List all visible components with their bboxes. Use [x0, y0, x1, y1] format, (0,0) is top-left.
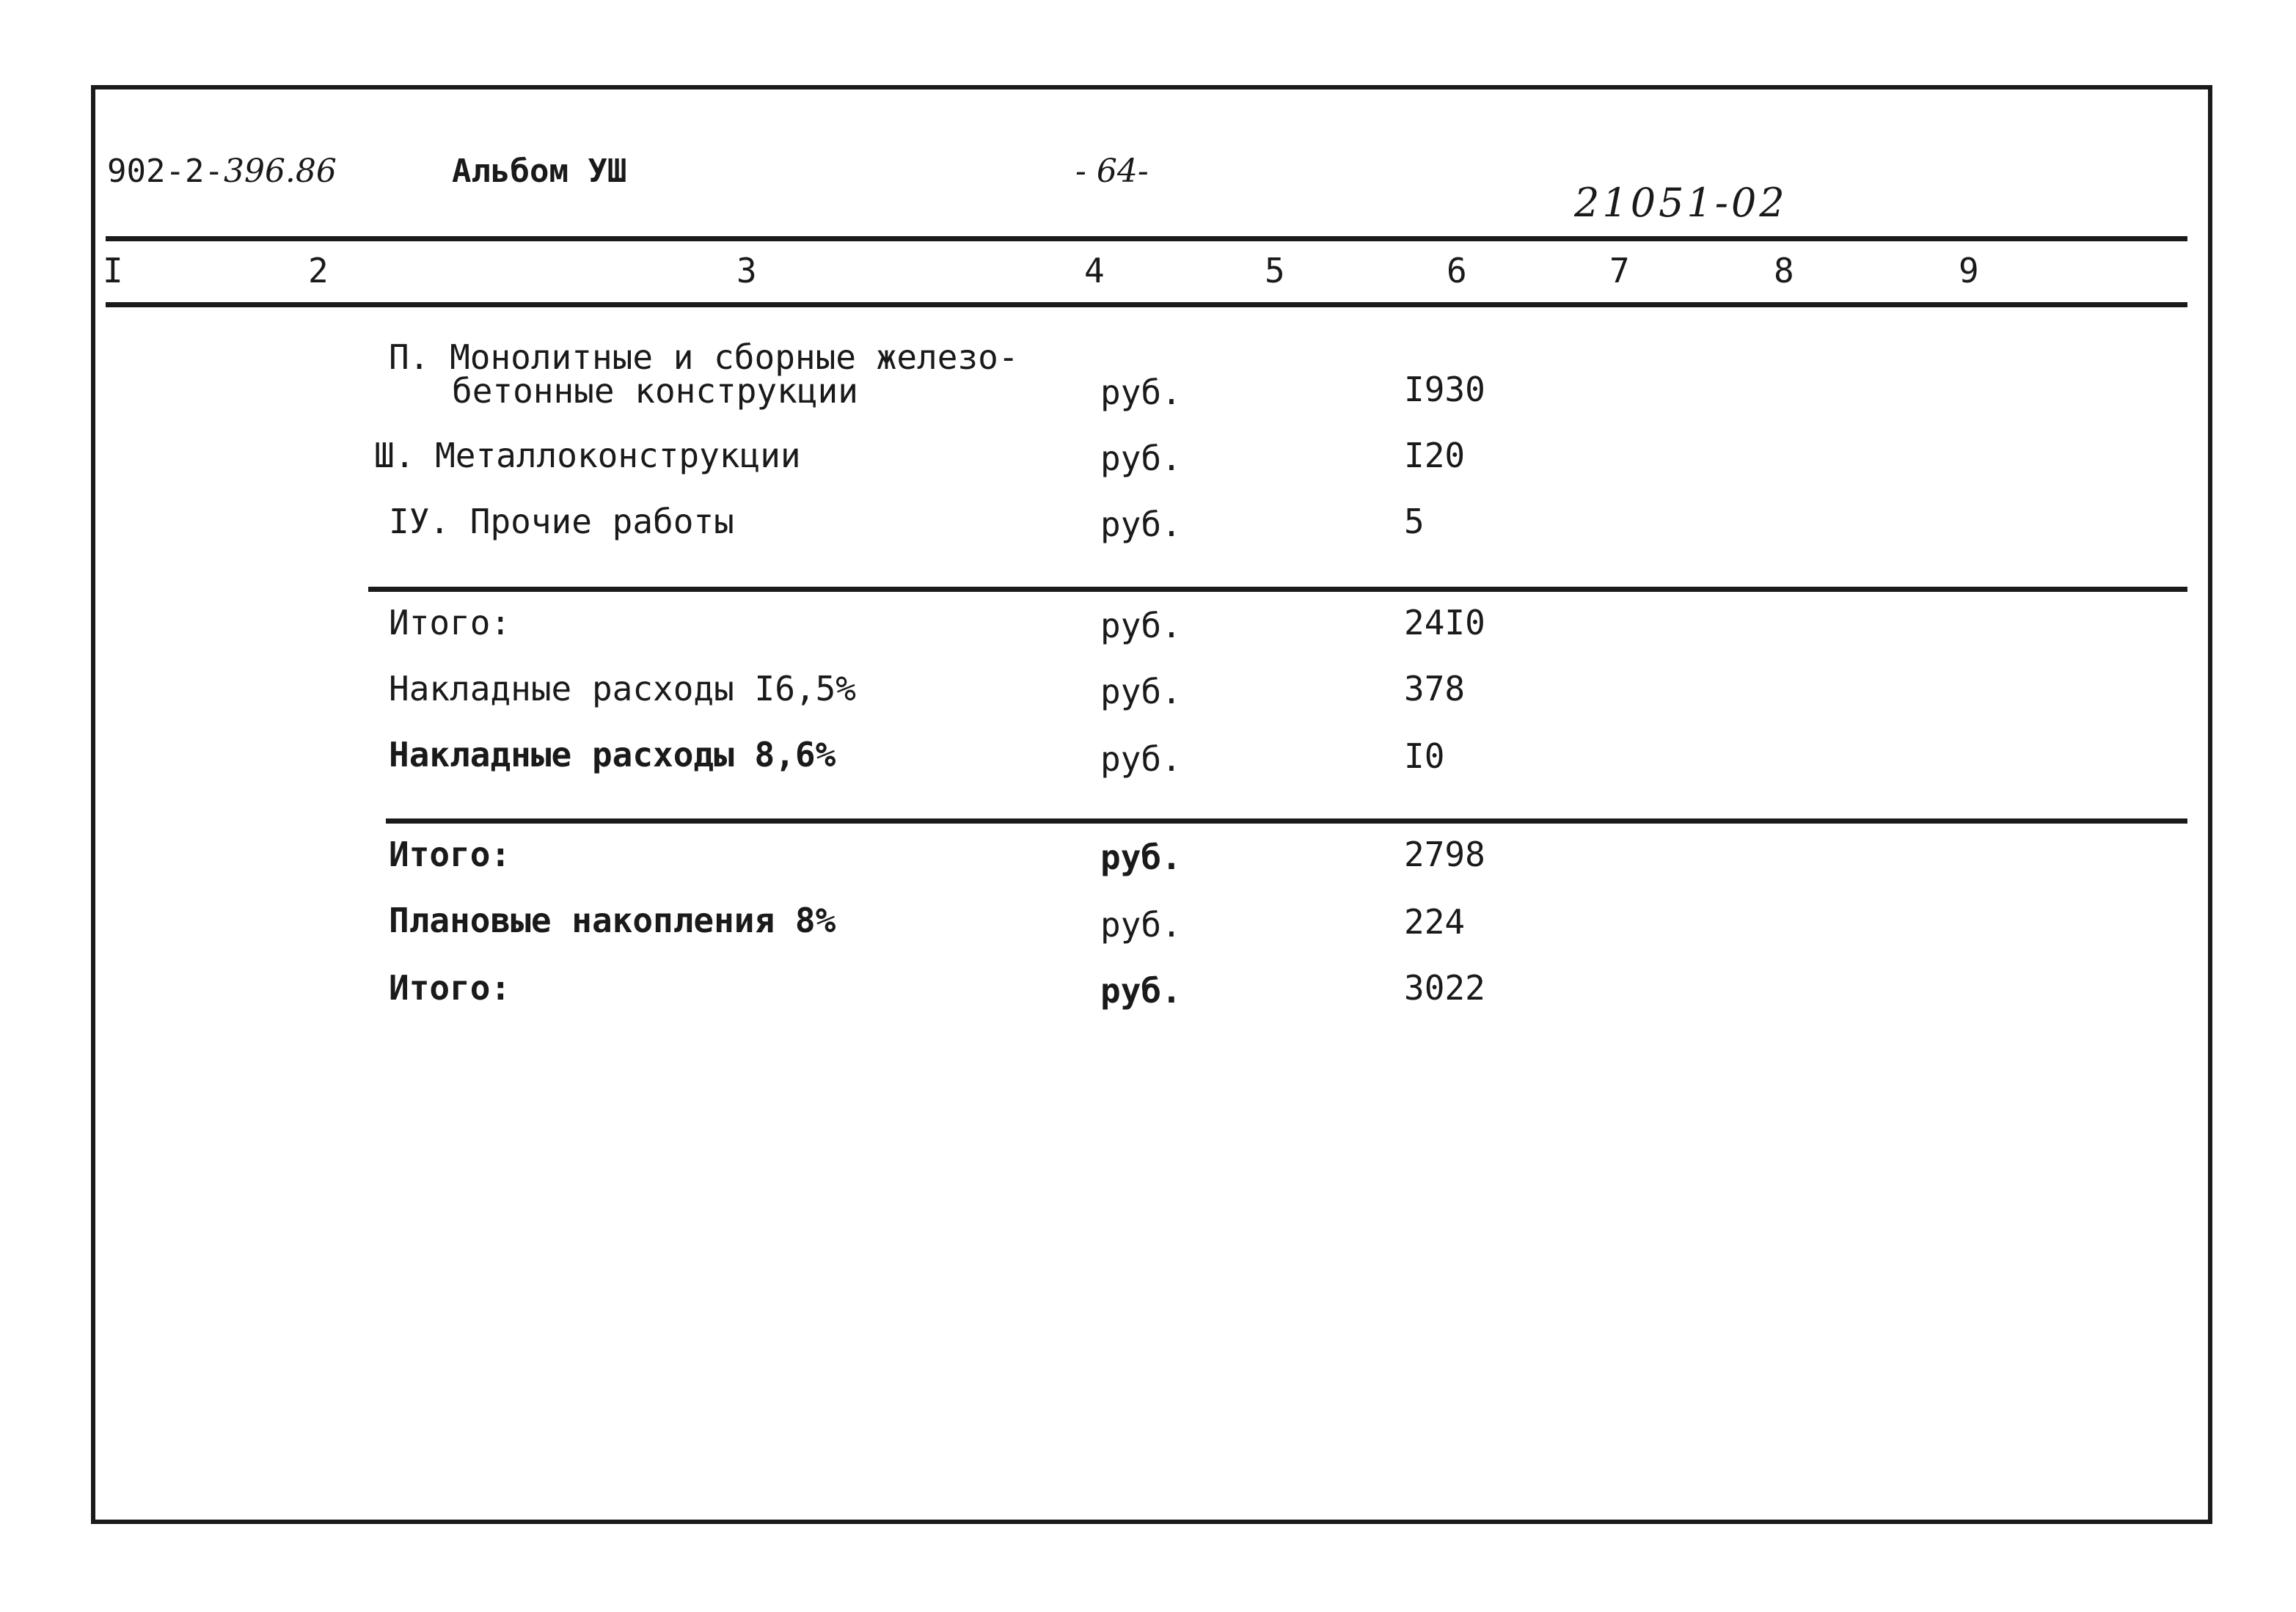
item-value: I20 [1404, 436, 1466, 475]
item-unit: руб. [1100, 905, 1182, 945]
item-unit: руб. [1100, 971, 1182, 1011]
page-frame [91, 85, 2212, 1524]
item-name: Накладные расходы 8,6% [389, 735, 836, 774]
item-value: 378 [1404, 669, 1466, 708]
column-number-3: 3 [736, 251, 757, 290]
item-value: I930 [1404, 370, 1485, 409]
column-number-8: 8 [1774, 251, 1794, 290]
subtotal-rule [368, 587, 2187, 592]
header-bottom-rule [106, 302, 2187, 307]
total-value: 2798 [1404, 835, 1485, 874]
grand-total-label: Итого: [389, 968, 511, 1008]
item-unit: руб. [1100, 606, 1182, 645]
grand-total-value: 3022 [1404, 968, 1485, 1008]
column-number-2: 2 [308, 251, 329, 290]
item-name: Накладные расходы I6,5% [389, 669, 856, 708]
item-value: 224 [1404, 902, 1466, 942]
total-value: 24I0 [1404, 603, 1485, 642]
item-name-line2: бетонные конструкции [452, 371, 858, 411]
column-number-6: 6 [1447, 251, 1467, 290]
item-unit: руб. [1100, 439, 1182, 478]
document-code [107, 155, 337, 188]
item-value: 5 [1404, 502, 1425, 541]
doc-number: 21051-02 [1574, 180, 1788, 226]
item-unit: руб. [1100, 739, 1182, 779]
item-unit: руб. [1100, 672, 1182, 711]
series-prefix: 902-2- [107, 153, 224, 190]
item-unit: руб. [1100, 838, 1182, 877]
item-name: Плановые накопления 8% [389, 901, 836, 940]
item-unit: руб. [1100, 373, 1182, 412]
column-number-9: 9 [1959, 251, 1979, 290]
column-number-4: 4 [1084, 251, 1105, 290]
column-number-7: 7 [1609, 251, 1630, 290]
item-value: I0 [1404, 736, 1445, 776]
album-title: Альбом УШ [452, 153, 627, 190]
item-name: Ш. Металлоконструкции [374, 436, 801, 475]
total-label: Итого: [389, 835, 511, 874]
item-unit: руб. [1100, 505, 1182, 544]
subtotal-rule [386, 818, 2187, 824]
item-name: IУ. Прочие работы [389, 502, 734, 541]
column-number-5: 5 [1265, 251, 1285, 290]
total-label: Итого: [389, 603, 511, 642]
series-suffix: 396.86 [223, 153, 337, 190]
column-number-1: I [103, 251, 123, 290]
header-top-rule [106, 236, 2187, 241]
page-number: - 64- [1075, 153, 1149, 190]
item-name-line1: П. Монолитные и сборные железо- [389, 337, 1019, 377]
